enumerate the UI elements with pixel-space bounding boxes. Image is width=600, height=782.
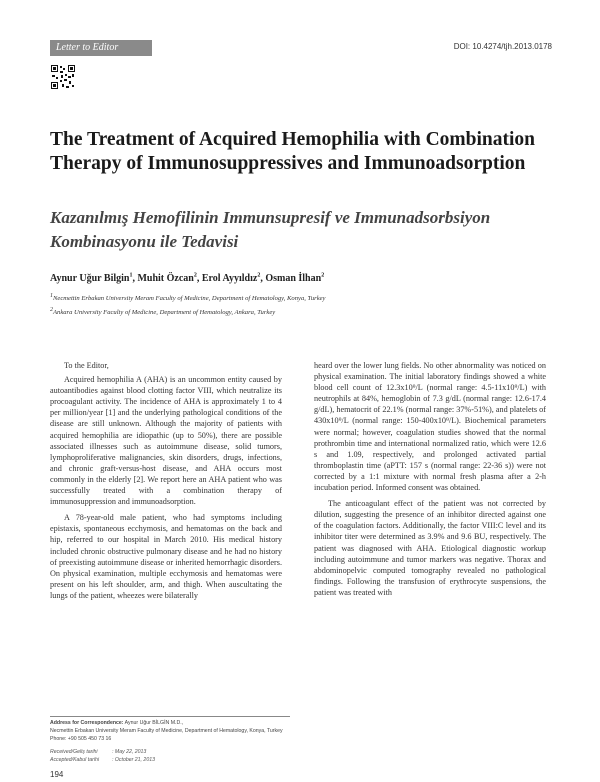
article-dates xyxy=(50,749,155,764)
body-column-right xyxy=(314,360,546,603)
page-number: 194 xyxy=(50,770,64,779)
paragraph: Acquired hemophilia A (AHA) is an uncommon entity caused by autoantibodies against blood clotting factor VIII, which neutralize its procoagulant activity. The incidence of AHA is approximately 1 to 4 per million/year [1] and the underlying pathological conditions of the disease are still unknown. Although the majority of patients with acquired hemophilia are idiopathic (up to 50%), there are possible associated illnesses such as autoimmune disease, solid tumors, lymphoproliferative malignancies, skin disorders, drugs, infections, and chronic graft-versus-host disease, and AHA occurs most commonly in the elderly [2]. We report here an AHA patient who was successfully treated with a combination therapy of immunosuppression and immunoadsorption. xyxy=(50,375,282,507)
footer-divider xyxy=(50,716,290,717)
correspondence-address: Necmettin Erbakan University Meram Faculty of Medicine, Department of Hematology, Konya, Turkey xyxy=(50,728,283,734)
affiliation: $^1$Necmettin Erbakan University Meram Faculty of Medicine, Department of Hematology, Konya, Turkey xyxy=(50,293,326,303)
accepted-date: : October 21, 2013 xyxy=(112,756,155,763)
author: Muhit Özcan$^2$, xyxy=(137,273,202,285)
accepted-label: Accepted/Kabul tarihi xyxy=(50,756,100,763)
author: Osman İlhan$^2$ xyxy=(265,273,325,285)
body-column-left xyxy=(50,360,282,606)
section-tag: Letter to Editor xyxy=(50,40,152,56)
paragraph: heard over the lower lung fields. No other abnormality was noticed on physical examination. The initial laboratory findings showed a white blood cell count of 12.3x10⁹/L (normal range: 4.5-11x10⁹/L) with neutrophils at 84%, hemoglobin of 7.3 g/dL (normal range: 12.6-17.4 g/dL), hematocrit of 22.1% (normal range: 37%-51%), and platelets of 430x10⁹/L (normal range: 150-400x10⁹/L). Biochemical parameters were normal; however, coagulation studies showed that the normal prothrombin time and international normalized ratio, which were 12.6 s and 1.09, respectively, and prolonged activated partial thromboplastin time (aPTT: 157 s (normal range: 22-36 s)) were not corrected by a 1:1 mixture with normal fresh plasma after a 2-h incubation period. Informed consent was obtained. xyxy=(314,361,546,493)
article-subtitle: Kazanılmış Hemofilinin Immunsupresif ve Immunadsorbsiyon Kombinasyonu ile Tedavisi xyxy=(50,208,491,251)
correspondence-label: Address for Correspondence: xyxy=(50,720,124,726)
article-title: The Treatment of Acquired Hemophilia with Combination Therapy of Immunosuppressives and Immunoadsorption xyxy=(50,129,536,174)
affiliation: $^2$Ankara University Faculty of Medicine, Department of Hematology, Ankara, Turkey xyxy=(50,307,276,317)
paragraph: A 78-year-old male patient, who had symptoms including epistaxis, spontaneous ecchymosis, and hematomas on the back and hip, referred to our hospital in March 2010. His medical history included chronic obstructive pulmonary disease and he had no history of preexisting autoimmune disease or inherited hemorrhagic disorders. On physical examination, multiple ecchymosis and hematomas were present on his left shoulder, arm, and thigh. When auscultating the lungs of the patient, wheezes were bilaterally xyxy=(50,513,282,600)
received-label: Received/Geliş tarihi xyxy=(50,749,98,755)
received-date: : May 22, 2013 xyxy=(112,749,147,755)
salutation: To the Editor, xyxy=(64,361,109,370)
correspondence-block xyxy=(50,719,283,743)
author: Aynur Uğur Bilgin$^1$, xyxy=(50,273,138,285)
paragraph: The anticoagulant effect of the patient was not corrected by dilution, suggesting the presence of an inhibitor directed against one of the coagulation factors. Additionally, the factor VIII:C level and its inhibitor titer were determined as 3.9% and 9.6 BU, respectively. The patient was diagnosed with AHA. Etiological diagnostic workup including autoimmune and tumor markers was negative. Thorax and abdominopelvic computed tomography revealed no pathological findings. Following the transfusion of erythrocyte suspensions, the patient was treated with xyxy=(314,499,546,597)
doi-label[interactable]: DOI: 10.4274/tjh.2013.0178 xyxy=(453,42,552,51)
qr-code-icon xyxy=(50,64,76,90)
author: Erol Ayyıldız$^2$, xyxy=(201,273,266,285)
author-list xyxy=(50,273,324,284)
correspondence-name: Aynur Uğur BİLGİN M.D., xyxy=(124,720,184,726)
correspondence-phone: Phone: +90 505 450 73 16 xyxy=(50,736,112,742)
